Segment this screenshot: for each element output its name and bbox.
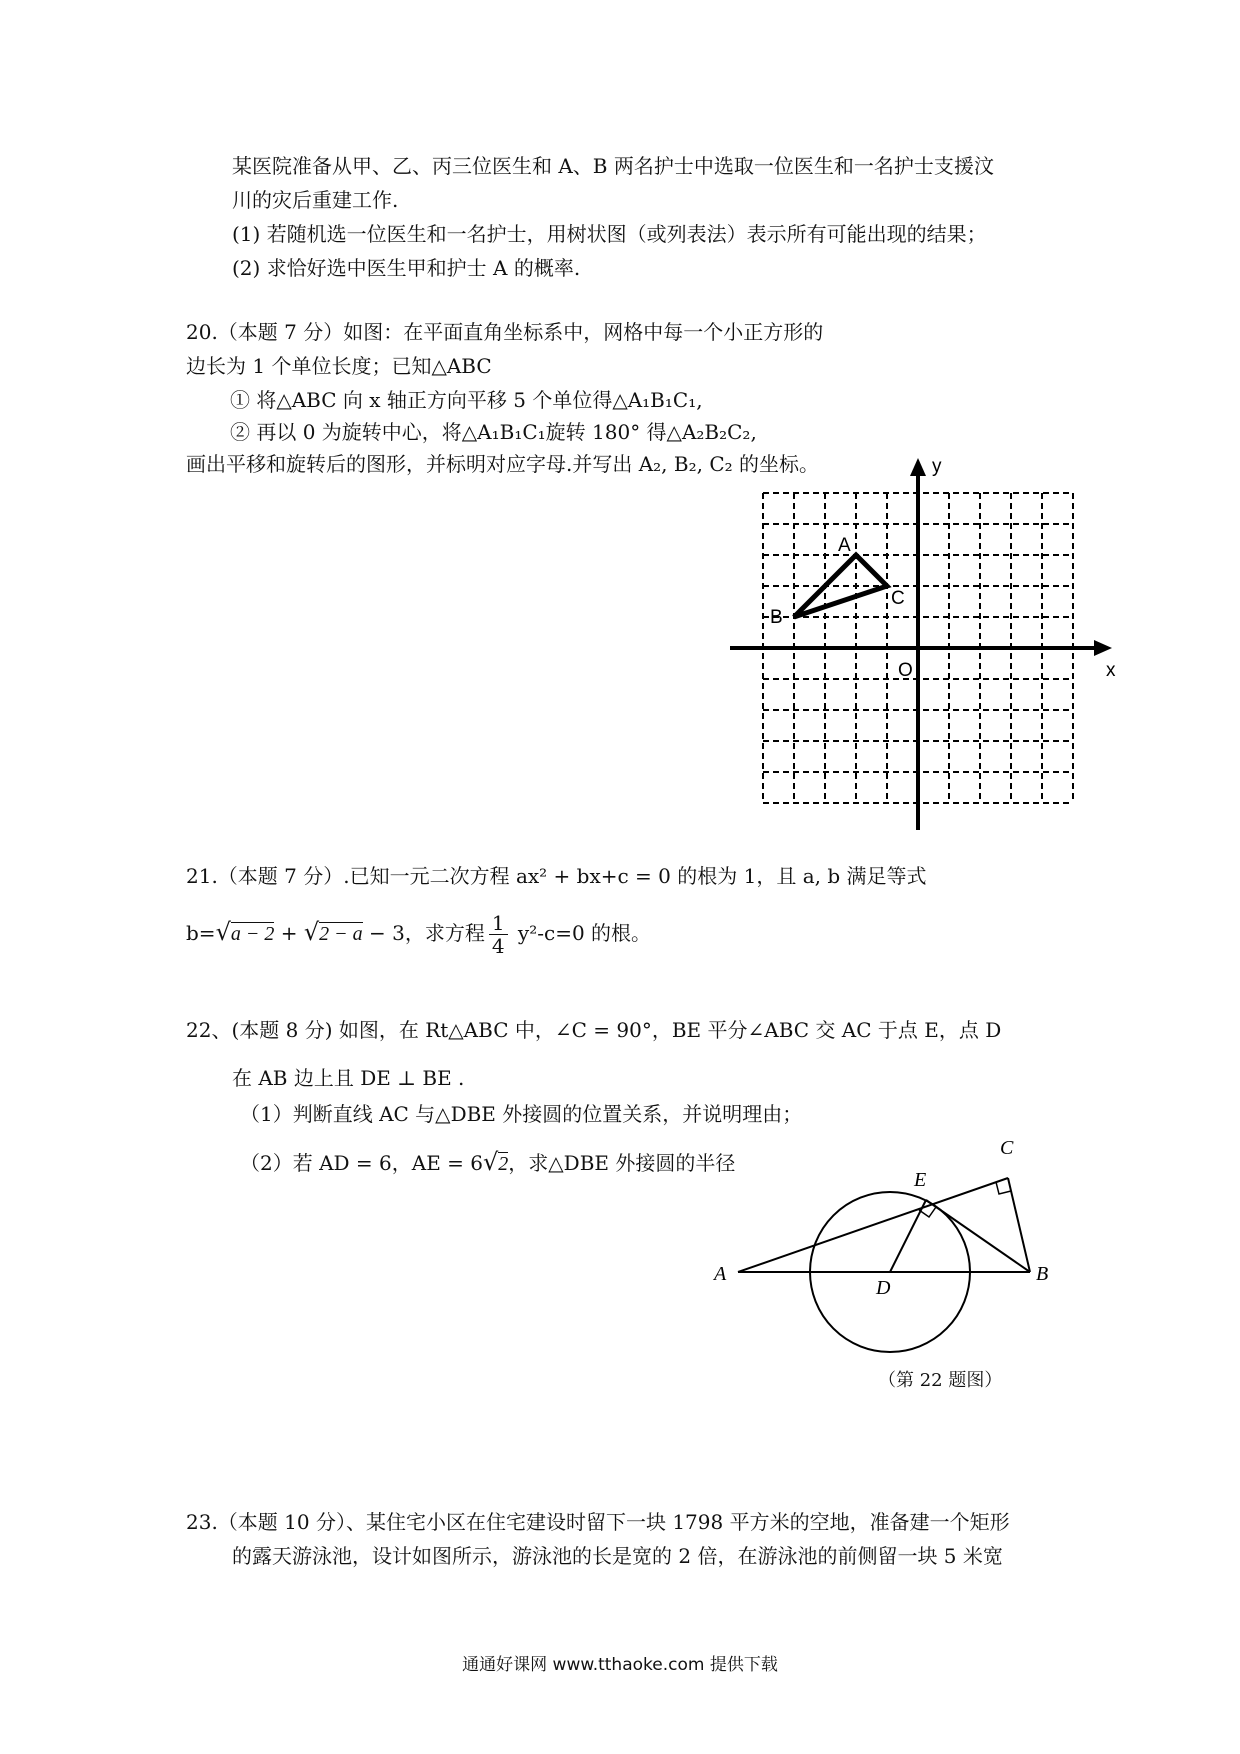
- label-c: C: [1000, 1137, 1014, 1159]
- label-b: B: [1036, 1263, 1049, 1285]
- triangle-circle-figure: [700, 1120, 1100, 1350]
- label-a: A: [714, 1263, 727, 1285]
- q19-intro-line1: 某医院准备从甲、乙、丙三位医生和 A、B 两名护士中选取一位医生和一名护士支援汶: [232, 154, 994, 178]
- q21-plus: +: [274, 921, 304, 945]
- q21-equation-tail: y²-c=0 的根。: [511, 921, 652, 945]
- q21-line2: [186, 911, 652, 958]
- q22-line2: 在 AB 边上且 DE ⊥ BE .: [232, 1066, 465, 1090]
- q20-line1: 20.（本题 7 分）如图：在平面直角坐标系中，网格中每一个小正方形的: [186, 320, 824, 344]
- q23-line1: 23.（本题 10 分）、某住宅小区在住宅建设时留下一块 1798 平方米的空地，准备建一个矩形: [186, 1510, 1010, 1534]
- q20-line2: 边长为 1 个单位长度；已知△ABC: [186, 354, 492, 378]
- sqrt-icon: √: [483, 1148, 499, 1176]
- q22-figure-caption: （第 22 题图）: [878, 1370, 1003, 1391]
- q19-part1: (1) 若随机选一位医生和一名护士，用树状图（或列表法）表示所有可能出现的结果；: [232, 222, 987, 246]
- x-axis-arrow-icon: [1094, 640, 1112, 656]
- point-a-label: A: [838, 535, 851, 556]
- q21-minus3: − 3，求方程: [362, 921, 485, 945]
- q22-part2: [240, 1148, 735, 1178]
- q22-part2-radicand: 2: [498, 1153, 509, 1175]
- q22-part2-prefix: （2）若 AD = 6，AE = 6: [240, 1151, 483, 1175]
- q19-intro-line2: 川的灾后重建工作.: [232, 188, 399, 212]
- q20-line5: 画出平移和旋转后的图形，并标明对应字母.并写出 A₂, B₂, C₂ 的坐标。: [186, 452, 819, 476]
- q22-part2-suffix: ，求△DBE 外接圆的半径: [508, 1151, 736, 1175]
- q20-step2: ② 再以 0 为旋转中心，将△A₁B₁C₁旋转 180° 得△A₂B₂C₂,: [230, 420, 757, 444]
- page-footer: 通通好课网 www.tthaoke.com 提供下载: [462, 1655, 778, 1675]
- q21-frac-num: 1: [489, 912, 508, 935]
- q23-line2: 的露天游泳池，设计如图所示，游泳池的长是宽的 2 倍，在游泳池的前侧留一块 5 米宽: [232, 1544, 1003, 1568]
- q22-part1: （1）判断直线 AC 与△DBE 外接圆的位置关系，并说明理由；: [240, 1102, 803, 1126]
- y-axis-arrow-icon: [910, 458, 926, 476]
- point-b-label: B: [770, 607, 783, 628]
- sqrt-icon: √: [303, 918, 320, 946]
- axis-x-label: x: [1106, 660, 1116, 681]
- segment-ac: [738, 1178, 1008, 1272]
- sqrt-icon: √: [215, 918, 231, 946]
- q21-fraction: [489, 912, 508, 957]
- coordinate-grid-figure: [720, 450, 1120, 840]
- segment-be: [926, 1200, 1030, 1272]
- axis-y-label: y: [932, 456, 942, 477]
- q21-radicand-2: 2 − a: [319, 923, 363, 945]
- q22-line1: 22、(本题 8 分) 如图，在 Rt△ABC 中，∠C = 90°，BE 平分∠ABC 交 AC 于点 E，点 D: [186, 1018, 1002, 1042]
- point-c-label: C: [891, 588, 905, 609]
- label-e: E: [914, 1169, 927, 1191]
- q21-frac-den: 4: [491, 934, 505, 958]
- label-d: D: [876, 1277, 891, 1299]
- q21-line1: 21.（本题 7 分）.已知一元二次方程 ax² + bx+c = 0 的根为 1，且 a, b 满足等式: [186, 864, 927, 888]
- q21-b-equals: b=: [186, 921, 216, 945]
- q21-radicand-1: a − 2: [230, 923, 275, 945]
- origin-label: O: [898, 660, 913, 681]
- q20-step1: ① 将△ABC 向 x 轴正方向平移 5 个单位得△A₁B₁C₁,: [230, 388, 703, 412]
- q19-part2: (2) 求恰好选中医生甲和护士 A 的概率.: [232, 256, 581, 280]
